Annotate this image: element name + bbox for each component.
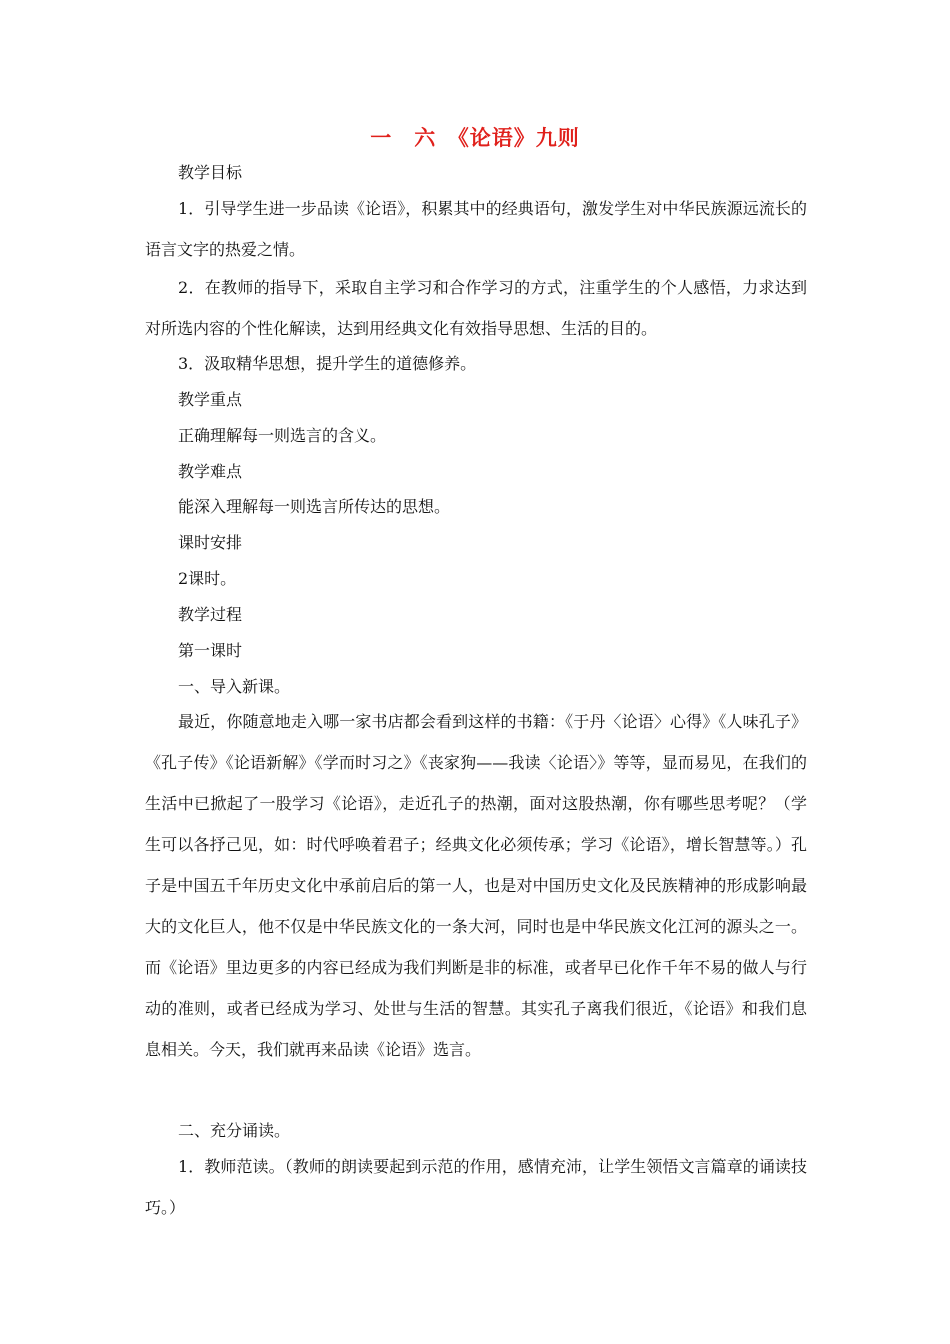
document-title: 一 六 《论语》九则 <box>370 125 580 150</box>
key-text: 正确理解每一则选言的含义。 <box>178 426 387 445</box>
key-heading: 教学重点 <box>178 390 243 409</box>
goals-heading: 教学目标 <box>178 163 243 182</box>
difficulty-heading: 教学难点 <box>178 462 243 481</box>
schedule-heading: 课时安排 <box>178 533 243 552</box>
process-heading: 教学过程 <box>178 605 243 624</box>
difficulty-text: 能深入理解每一则选言所传达的思想。 <box>178 497 451 516</box>
goal-1: 1．引导学生进一步品读《论语》，积累其中的经典语句，激发学生对中华民族源远流长的语言文字的热爱之情。 <box>145 199 807 259</box>
goal-3: 3．汲取精华思想，提升学生的道德修养。 <box>178 354 477 373</box>
schedule-text: 2课时。 <box>178 569 237 588</box>
lesson-1-heading: 第一课时 <box>178 641 243 660</box>
reading-1: 1．教师范读。（教师的朗读要起到示范的作用，感情充沛，让学生领悟文言篇章的诵读技巧。） <box>145 1157 807 1217</box>
step-2-heading: 二、充分诵读。 <box>178 1121 291 1140</box>
goal-2: 2．在教师的指导下，采取自主学习和合作学习的方式，注重学生的个人感悟，力求达到对所选内容的个性化解读，达到用经典文化有效指导思想、生活的目的。 <box>145 278 807 338</box>
intro-paragraph: 最近，你随意地走入哪一家书店都会看到这样的书籍：《于丹〈论语〉心得》《人味孔子》《孔子传》《论语新解》《学而时习之》《丧家狗——我读〈论语〉》等等，显而易见，在我们的生活中已掀起了一股学习《论语》，走近孔子的热潮，面对这股热潮，你有哪些思考呢？（学生可以各抒己见，如：时代呼唤着君子；经典文化必须传承；学习《论语》，增长智慧等。）孔子是中国五千年历史文化中承前启后的第一人，也是对中国历史文化及民族精神的形成影响最大的文化巨人，他不仅是中华民族文化的一条大河，同时也是中华民族文化江河的源头之一。而《论语》里边更多的内容已经成为我们判断是非的标准，或者早已化作千年不易的做人与行动的准则，或者已经成为学习、处世与生活的智慧。其实孔子离我们很近，《论语》和我们息息相关。今天，我们就再来品读《论语》选言。 <box>145 712 807 1059</box>
step-1-heading: 一、导入新课。 <box>178 677 291 696</box>
